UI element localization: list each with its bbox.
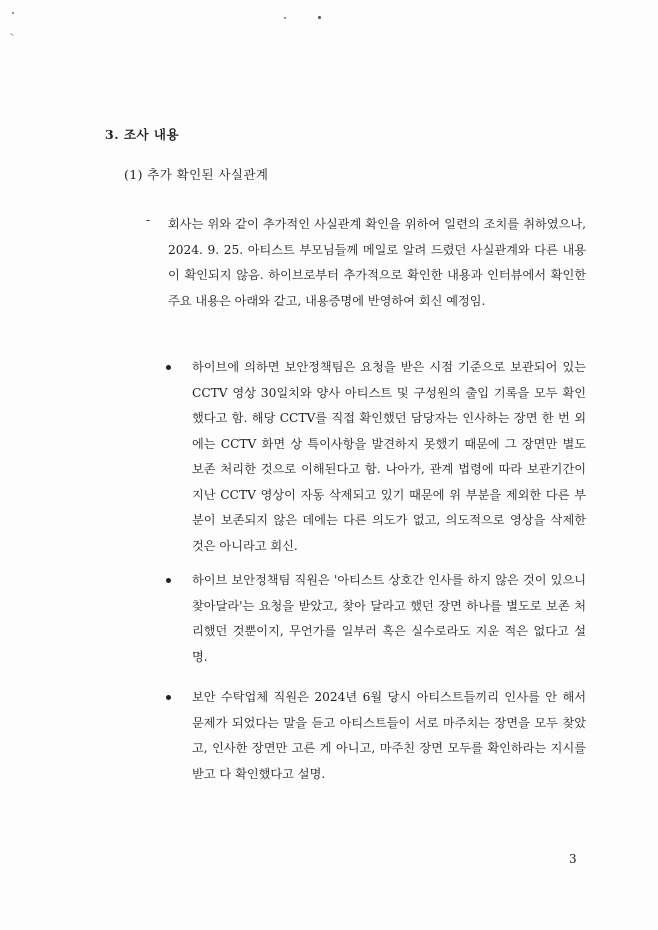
section-heading: 3. 조사 내용 bbox=[105, 127, 180, 142]
bullet-dot-icon bbox=[166, 695, 171, 700]
bullet-text: 하이브 보안정책팀 직원은 '아티스트 상호간 인사를 하지 않은 것이 있으니 찾아달라'는 요청을 받았고, 찾아 달라고 했던 장면 하나를 별도로 보존 처리했던 것뿐이지, 무언가를 일부러 혹은 실수로라도 지운 적은 없다고 설명. bbox=[192, 573, 586, 664]
intro-paragraph: 회사는 위와 같이 추가적인 사실관계 확인을 위하여 일련의 조치를 취하였으나, 2024. 9. 25. 아티스트 부모님들께 메일로 알려 드렸던 사실관계와 다른 내용이 확인되지 않음. 하이브로부터 추가적으로 확인한 내용과 인터뷰에서 확인한 주요 내용은 아래와 같고, 내용증명에 반영하여 회신 예정임. bbox=[168, 217, 586, 308]
dash-marker: - bbox=[146, 212, 151, 227]
scan-speck bbox=[284, 17, 286, 19]
bullet-item bbox=[166, 685, 586, 787]
scan-speck bbox=[318, 16, 321, 19]
intro-paragraph-item bbox=[146, 212, 586, 314]
subsection-heading: (1) 추가 확인된 사실관계 bbox=[124, 167, 269, 182]
bullet-text: 하이브에 의하면 보안정책팀은 요청을 받은 시점 기준으로 보관되어 있는 CCTV 영상 30일치와 양사 아티스트 및 구성원의 출입 기록을 모두 확인했다고 함. 해당 CCTV를 직접 확인했던 담당자는 인사하는 장면 한 번 외에는 CCTV 화면 상 특이사항을 발견하지 못했기 때문에 그 장면만 별도 보존 처리한 것으로 이해된다고 함. 나아가, 관계 법령에 따라 보관기간이 지난 CCTV 영상이 자동 삭제되고 있기 때문에 위 부분을 제외한 다른 부분이 보존되지 않은 데에는 다른 의도가 없고, 의도적으로 영상을 삭제한 것은 아니라고 회신. bbox=[192, 360, 586, 553]
bullet-dot-icon bbox=[166, 578, 171, 583]
scan-speck bbox=[12, 12, 14, 14]
page-number: 3 bbox=[569, 852, 577, 866]
scan-speck bbox=[10, 33, 14, 36]
bullet-item bbox=[166, 568, 586, 670]
bullet-text: 보안 수탁업체 직원은 2024년 6월 당시 아티스트들끼리 인사를 안 해서 문제가 되었다는 말을 듣고 아티스트들이 서로 마주치는 장면을 모두 찾았고, 인사한 장면만 고른 게 아니고, 마주친 장면 모두를 확인하라는 지시를 받고 다 확인했다고 설명. bbox=[192, 690, 586, 781]
bullet-item bbox=[166, 355, 586, 559]
bullet-dot-icon bbox=[166, 365, 171, 370]
